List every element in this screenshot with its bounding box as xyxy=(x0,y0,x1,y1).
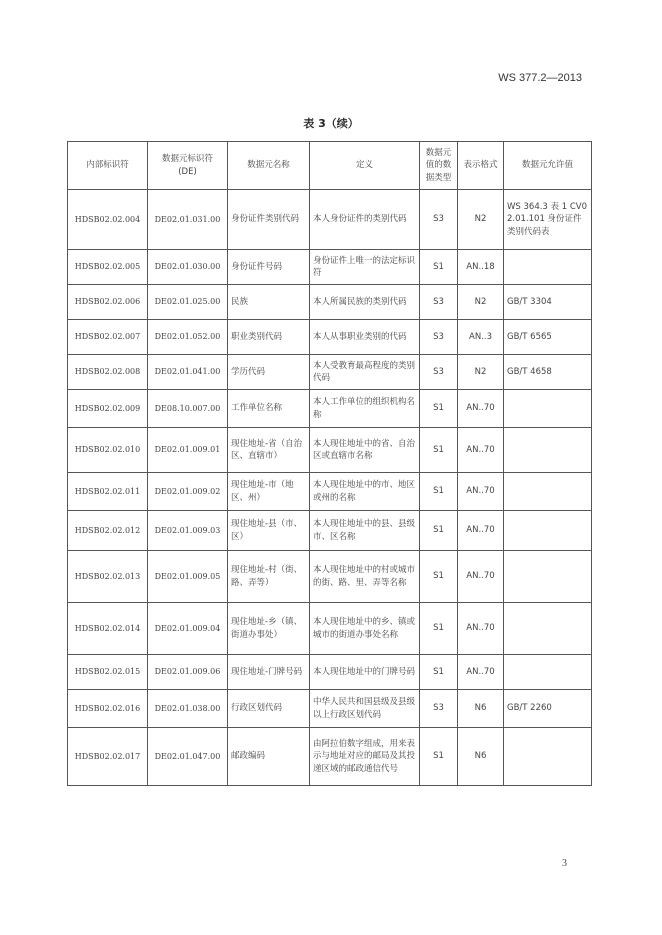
element-name-cell: 身份证件号码 xyxy=(228,250,310,285)
de-id-cell: DE02.01.009.04 xyxy=(148,603,228,655)
table-row xyxy=(68,690,592,728)
element-name-cell: 现住地址-市（地区、州） xyxy=(228,473,310,511)
internal-id-cell: HDSB02.02.009 xyxy=(68,390,148,428)
table-row xyxy=(68,655,592,690)
element-name-cell: 学历代码 xyxy=(228,355,310,390)
data-type-cell: S1 xyxy=(420,428,458,473)
de-id-cell: DE02.01.030.00 xyxy=(148,250,228,285)
column-header: 数据元值的数据类型 xyxy=(420,142,458,190)
data-element-table xyxy=(67,141,592,786)
format-cell: AN..70 xyxy=(458,390,504,428)
definition-cell: 本人现住地址中的门牌号码 xyxy=(310,655,420,690)
data-type-cell: S3 xyxy=(420,355,458,390)
allowed-values-cell xyxy=(504,603,592,655)
definition-cell: 本人现住地址中的村或城市的街、路、里、弄等名称 xyxy=(310,551,420,603)
internal-id-cell: HDSB02.02.006 xyxy=(68,285,148,320)
data-type-cell: S3 xyxy=(420,320,458,355)
format-cell: AN..70 xyxy=(458,551,504,603)
internal-id-cell: HDSB02.02.004 xyxy=(68,190,148,250)
data-type-cell: S1 xyxy=(420,551,458,603)
allowed-values-cell xyxy=(504,473,592,511)
internal-id-cell: HDSB02.02.017 xyxy=(68,728,148,786)
de-id-cell: DE02.01.025.00 xyxy=(148,285,228,320)
de-id-cell: DE02.01.041.00 xyxy=(148,355,228,390)
page-number: 3 xyxy=(562,858,567,869)
internal-id-cell: HDSB02.02.012 xyxy=(68,511,148,551)
format-cell: AN..70 xyxy=(458,511,504,551)
column-header: 表示格式 xyxy=(458,142,504,190)
data-type-cell: S3 xyxy=(420,190,458,250)
column-header: 数据元名称 xyxy=(228,142,310,190)
definition-cell: 本人现住地址中的县、县级市、区名称 xyxy=(310,511,420,551)
allowed-values-cell: GB/T 3304 xyxy=(504,285,592,320)
internal-id-cell: HDSB02.02.014 xyxy=(68,603,148,655)
format-cell: AN..70 xyxy=(458,473,504,511)
allowed-values-cell: WS 364.3 表 1 CV02.01.101 身份证件类别代码表 xyxy=(504,190,592,250)
element-name-cell: 现住地址-门牌号码 xyxy=(228,655,310,690)
allowed-values-cell: GB/T 6565 xyxy=(504,320,592,355)
table-row xyxy=(68,320,592,355)
definition-cell: 本人从事职业类别的代码 xyxy=(310,320,420,355)
internal-id-cell: HDSB02.02.013 xyxy=(68,551,148,603)
format-cell: AN..70 xyxy=(458,655,504,690)
format-cell: N6 xyxy=(458,728,504,786)
allowed-values-cell xyxy=(504,250,592,285)
table-row xyxy=(68,390,592,428)
data-type-cell: S1 xyxy=(420,250,458,285)
allowed-values-cell xyxy=(504,728,592,786)
table-row xyxy=(68,473,592,511)
allowed-values-cell xyxy=(504,511,592,551)
column-header: 定义 xyxy=(310,142,420,190)
table-row xyxy=(68,428,592,473)
de-id-cell: DE02.01.038.00 xyxy=(148,690,228,728)
format-cell: AN..70 xyxy=(458,603,504,655)
de-id-cell: DE02.01.009.06 xyxy=(148,655,228,690)
element-name-cell: 工作单位名称 xyxy=(228,390,310,428)
element-name-cell: 邮政编码 xyxy=(228,728,310,786)
internal-id-cell: HDSB02.02.005 xyxy=(68,250,148,285)
table-header-row xyxy=(68,142,592,190)
allowed-values-cell xyxy=(504,551,592,603)
element-name-cell: 现住地址-省（自治区、直辖市） xyxy=(228,428,310,473)
format-cell: AN..18 xyxy=(458,250,504,285)
element-name-cell: 现住地址-乡（镇、街道办事处） xyxy=(228,603,310,655)
definition-cell: 本人现住地址中的市、地区或州的名称 xyxy=(310,473,420,511)
de-id-cell: DE02.01.009.01 xyxy=(148,428,228,473)
table-row xyxy=(68,728,592,786)
data-type-cell: S1 xyxy=(420,655,458,690)
table-row xyxy=(68,603,592,655)
format-cell: AN..70 xyxy=(458,428,504,473)
de-id-cell: DE02.01.009.02 xyxy=(148,473,228,511)
internal-id-cell: HDSB02.02.010 xyxy=(68,428,148,473)
data-type-cell: S3 xyxy=(420,285,458,320)
de-id-cell: DE02.01.009.05 xyxy=(148,551,228,603)
internal-id-cell: HDSB02.02.011 xyxy=(68,473,148,511)
internal-id-cell: HDSB02.02.007 xyxy=(68,320,148,355)
allowed-values-cell: GB/T 2260 xyxy=(504,690,592,728)
table-row xyxy=(68,511,592,551)
column-header: 数据元标识符 (DE) xyxy=(148,142,228,190)
de-id-cell: DE02.01.031.00 xyxy=(148,190,228,250)
element-name-cell: 职业类别代码 xyxy=(228,320,310,355)
internal-id-cell: HDSB02.02.008 xyxy=(68,355,148,390)
element-name-cell: 民族 xyxy=(228,285,310,320)
de-id-cell: DE08.10.007.00 xyxy=(148,390,228,428)
element-name-cell: 行政区划代码 xyxy=(228,690,310,728)
table-caption: 表 3（续） xyxy=(303,117,359,130)
definition-cell: 本人现住地址中的乡、镇或城市的街道办事处名称 xyxy=(310,603,420,655)
data-type-cell: S1 xyxy=(420,390,458,428)
de-id-cell: DE02.01.052.00 xyxy=(148,320,228,355)
format-cell: N2 xyxy=(458,190,504,250)
table-row xyxy=(68,285,592,320)
internal-id-cell: HDSB02.02.016 xyxy=(68,690,148,728)
standard-number: WS 377.2—2013 xyxy=(498,72,582,84)
table-row xyxy=(68,551,592,603)
definition-cell: 身份证件上唯一的法定标识符 xyxy=(310,250,420,285)
format-cell: N2 xyxy=(458,285,504,320)
format-cell: AN..3 xyxy=(458,320,504,355)
data-type-cell: S3 xyxy=(420,690,458,728)
definition-cell: 由阿拉伯数字组成，用来表示与地址对应的邮局及其投递区域的邮政通信代号 xyxy=(310,728,420,786)
definition-cell: 本人受教育最高程度的类别代码 xyxy=(310,355,420,390)
definition-cell: 中华人民共和国县级及县级以上行政区划代码 xyxy=(310,690,420,728)
element-name-cell: 身份证件类别代码 xyxy=(228,190,310,250)
format-cell: N6 xyxy=(458,690,504,728)
data-type-cell: S1 xyxy=(420,728,458,786)
allowed-values-cell xyxy=(504,390,592,428)
internal-id-cell: HDSB02.02.015 xyxy=(68,655,148,690)
data-type-cell: S1 xyxy=(420,473,458,511)
definition-cell: 本人身份证件的类别代码 xyxy=(310,190,420,250)
allowed-values-cell xyxy=(504,428,592,473)
element-name-cell: 现住地址-县（市、区） xyxy=(228,511,310,551)
column-header: 内部标识符 xyxy=(68,142,148,190)
allowed-values-cell: GB/T 4658 xyxy=(504,355,592,390)
table-row xyxy=(68,250,592,285)
table-row xyxy=(68,190,592,250)
table-row xyxy=(68,355,592,390)
data-type-cell: S1 xyxy=(420,603,458,655)
de-id-cell: DE02.01.047.00 xyxy=(148,728,228,786)
format-cell: N2 xyxy=(458,355,504,390)
definition-cell: 本人现住地址中的省、自治区或直辖市名称 xyxy=(310,428,420,473)
data-type-cell: S1 xyxy=(420,511,458,551)
allowed-values-cell xyxy=(504,655,592,690)
definition-cell: 本人工作单位的组织机构名称 xyxy=(310,390,420,428)
definition-cell: 本人所属民族的类别代码 xyxy=(310,285,420,320)
de-id-cell: DE02.01.009.03 xyxy=(148,511,228,551)
column-header: 数据元允许值 xyxy=(504,142,592,190)
element-name-cell: 现住地址-村（街、路、弄等） xyxy=(228,551,310,603)
